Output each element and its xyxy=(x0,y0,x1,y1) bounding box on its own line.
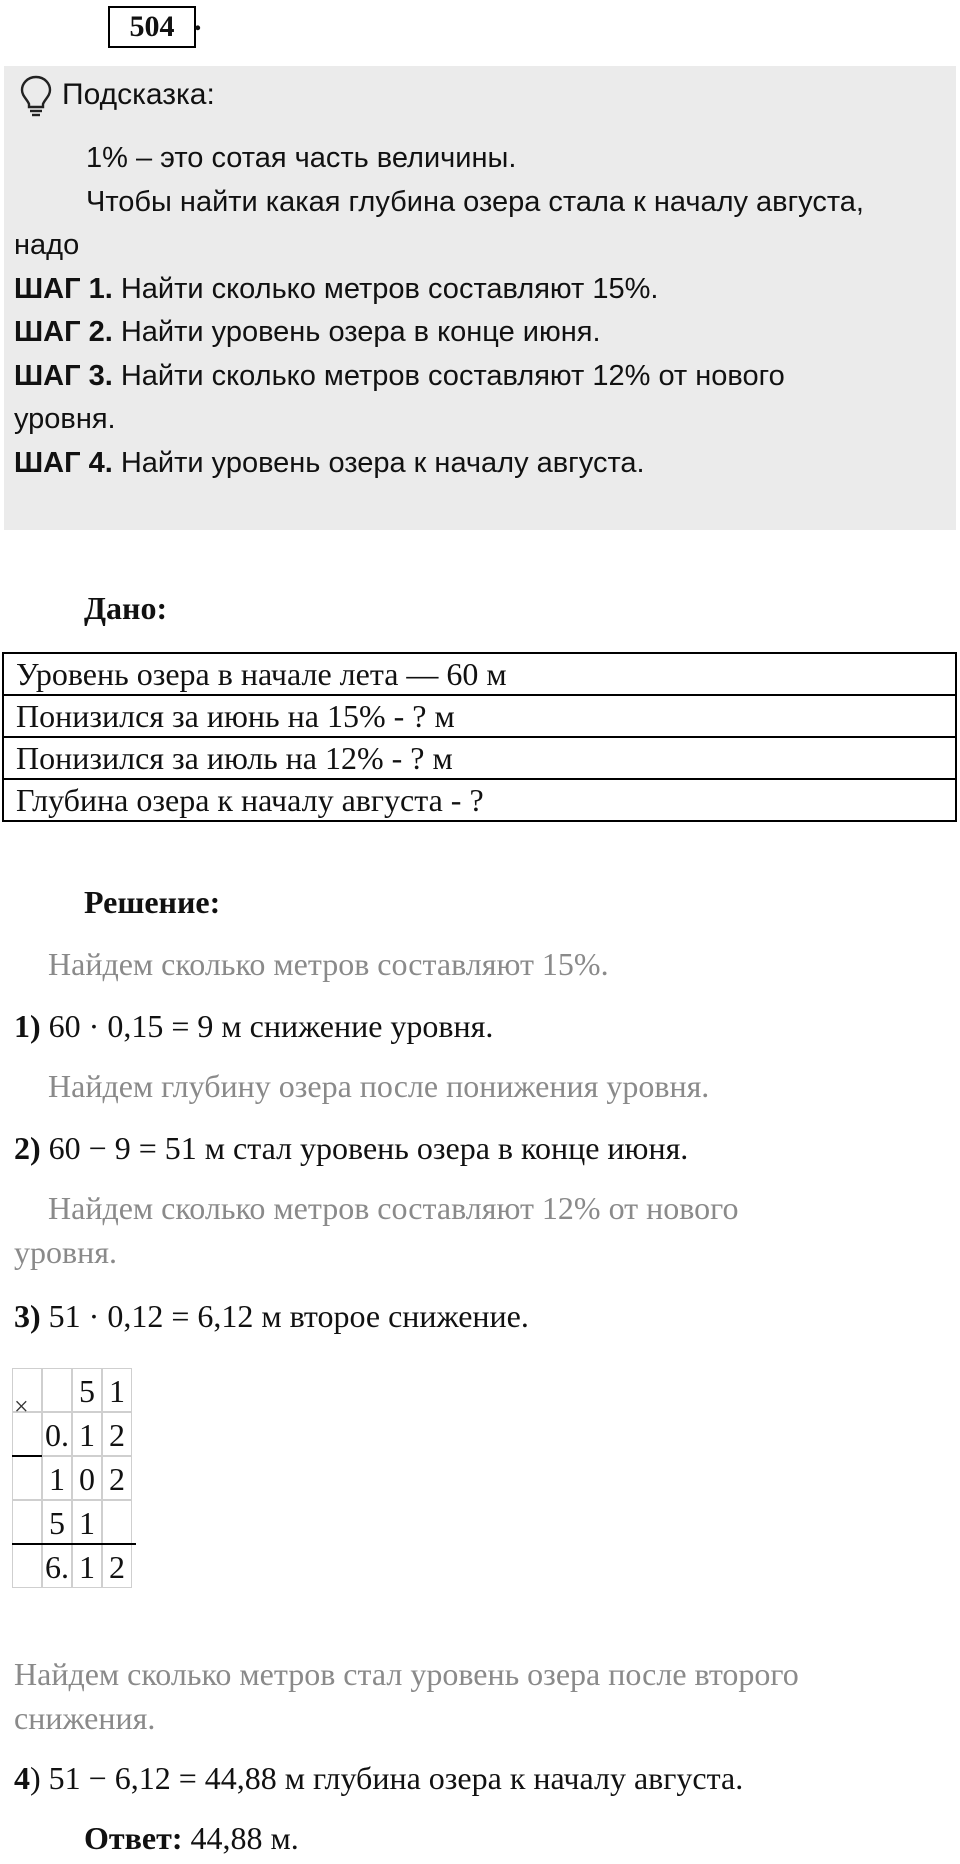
mult-underline-result xyxy=(12,1543,136,1545)
mult-cell: 1 xyxy=(72,1544,102,1588)
step-3-text: Найти сколько метров составляют 12% от нового xyxy=(112,360,785,392)
given-cell: Понизился за июнь на 15% - ? м xyxy=(3,695,956,737)
mult-underline-short xyxy=(12,1455,42,1457)
hint-intro-1: 1% – это сотая часть величины. xyxy=(86,142,517,174)
mult-cell: 2 xyxy=(102,1412,132,1456)
solution-note-4-cont: снижения. xyxy=(14,1700,156,1736)
hint-panel xyxy=(4,66,956,530)
mult-cell: 2 xyxy=(102,1456,132,1500)
given-row xyxy=(3,737,956,779)
step-2-expression: 60 − 9 = 51 м стал уровень озера в конце июня. xyxy=(40,1130,689,1166)
hint-intro-2: Чтобы найти какая глубина озера стала к началу августа, xyxy=(86,186,864,218)
problem-number: 504 xyxy=(108,6,196,48)
step-4-expression: ) 51 − 6,12 = 44,88 м глубина озера к началу августа. xyxy=(30,1760,744,1796)
mult-cell: 1 xyxy=(102,1368,132,1412)
given-cell: Уровень озера в начале лета — 60 м xyxy=(3,653,956,695)
given-row xyxy=(3,653,956,695)
given-label: Дано: xyxy=(84,590,168,626)
mult-cell: 5 xyxy=(42,1500,72,1544)
solution-step-1 xyxy=(14,1008,493,1045)
step-3-number: 3) xyxy=(14,1298,41,1334)
hint-step-2 xyxy=(14,316,601,349)
mult-cell: 0 xyxy=(72,1456,102,1500)
multiply-sign: × xyxy=(14,1392,29,1421)
hint-title: Подсказка: xyxy=(62,78,215,111)
mult-cell: 5 xyxy=(72,1368,102,1412)
given-row xyxy=(3,779,956,821)
hint-step-4 xyxy=(14,447,645,480)
given-row xyxy=(3,695,956,737)
mult-cell xyxy=(12,1544,42,1588)
answer-label: Ответ: xyxy=(84,1820,183,1856)
step-3-label: ШАГ 3. xyxy=(14,360,113,392)
hint-intro-2-cont: надо xyxy=(14,229,80,261)
given-cell: Понизился за июль на 12% - ? м xyxy=(3,737,956,779)
mult-cell: 1 xyxy=(72,1500,102,1544)
step-3-expression: 51 · 0,12 = 6,12 м второе снижение. xyxy=(40,1298,529,1334)
solution-step-2 xyxy=(14,1130,688,1167)
mult-cell xyxy=(12,1500,42,1544)
mult-cell: 1 xyxy=(72,1412,102,1456)
answer-value: 44,88 м. xyxy=(182,1820,299,1856)
solution-label: Решение: xyxy=(84,884,221,920)
solution-step-3 xyxy=(14,1298,529,1335)
mult-cell: 6. xyxy=(42,1544,72,1588)
mult-cell xyxy=(42,1368,72,1412)
step-4-number: 4 xyxy=(14,1760,30,1796)
step-4-text: Найти уровень озера к началу августа. xyxy=(112,447,645,479)
given-cell: Глубина озера к началу августа - ? xyxy=(3,779,956,821)
given-table xyxy=(2,652,957,822)
step-2-number: 2) xyxy=(14,1130,41,1166)
step-1-text: Найти сколько метров составляют 15%. xyxy=(112,273,659,305)
step-2-text: Найти уровень озера в конце июня. xyxy=(112,316,601,348)
hint-step-1 xyxy=(14,273,658,306)
answer xyxy=(84,1820,299,1857)
problem-number-dot: . xyxy=(194,4,202,37)
solution-note-3: Найдем сколько метров составляют 12% от нового xyxy=(48,1190,739,1226)
step-1-label: ШАГ 1. xyxy=(14,273,113,305)
solution-note-1: Найдем сколько метров составляют 15%. xyxy=(48,946,609,982)
hint-step-3-cont: уровня. xyxy=(14,403,116,435)
mult-cell: 1 xyxy=(42,1456,72,1500)
solution-note-3-cont: уровня. xyxy=(14,1234,117,1270)
solution-step-4 xyxy=(14,1760,743,1797)
mult-cell: 0. xyxy=(42,1412,72,1456)
step-1-number: 1) xyxy=(14,1008,41,1044)
step-1-expression: 60 · 0,15 = 9 м снижение уровня. xyxy=(40,1008,494,1044)
step-4-label: ШАГ 4. xyxy=(14,447,113,479)
lightbulb-icon xyxy=(18,74,54,118)
step-2-label: ШАГ 2. xyxy=(14,316,113,348)
hint-step-3 xyxy=(14,360,785,393)
mult-cell xyxy=(102,1500,132,1544)
solution-note-2: Найдем глубину озера после понижения уровня. xyxy=(48,1068,710,1104)
mult-cell: 2 xyxy=(102,1544,132,1588)
mult-cell xyxy=(12,1456,42,1500)
solution-note-4: Найдем сколько метров стал уровень озера после второго xyxy=(14,1656,799,1692)
